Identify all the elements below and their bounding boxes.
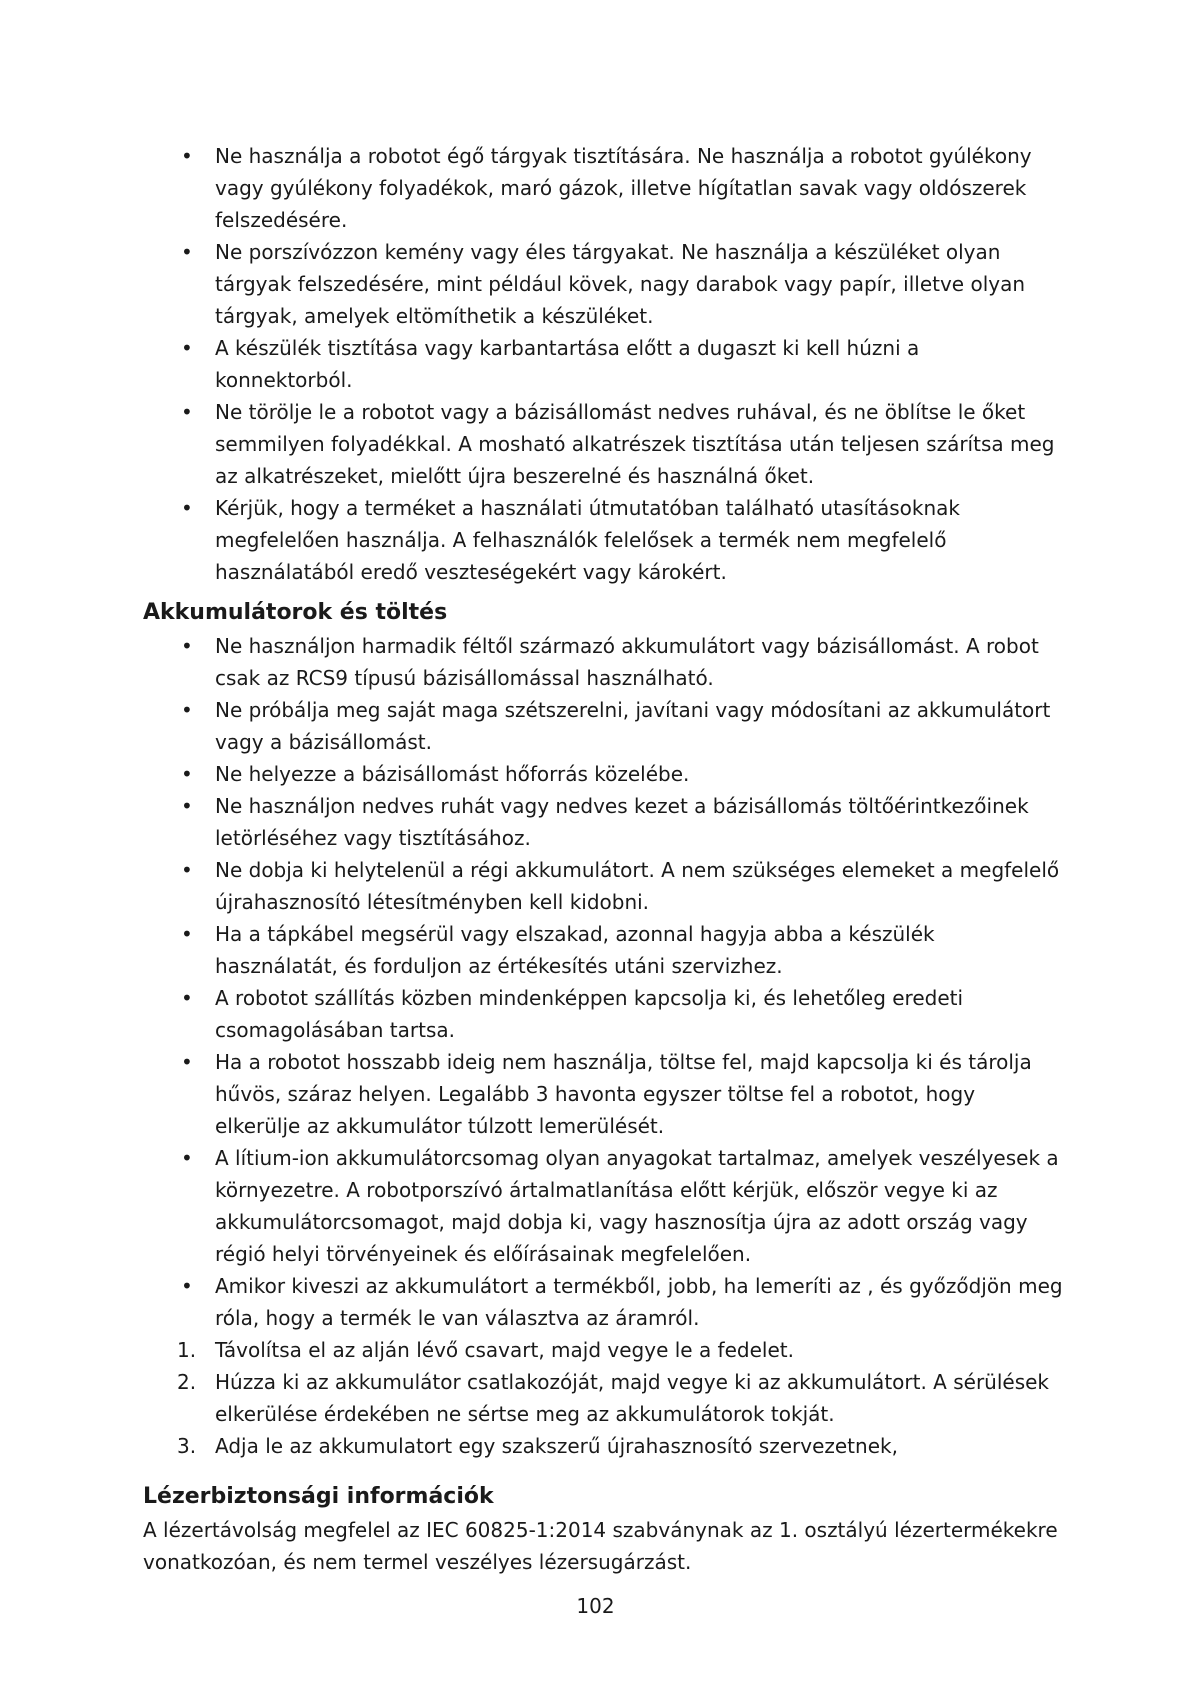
list-item-text: Ne használjon nedves ruhát vagy nedves kezet a bázisállomás töltőérintkezőinek letörléséhez vagy tisztításához. [215, 794, 1029, 850]
step-item [143, 1366, 1063, 1430]
list-item-text: A robotot szállítás közben mindenképpen kapcsolja ki, és lehetőleg eredeti csomagolásában tartsa. [215, 986, 964, 1042]
bullet-icon: • [181, 144, 193, 168]
list-item-text: Ne használja a robotot égő tárgyak tisztítására. Ne használja a robotot gyúlékony vagy gyúlékony folyadékok, maró gázok, illetve hígítatlan savak vagy oldószerek felszedésére. [215, 144, 1032, 232]
document-page [143, 140, 1063, 1578]
list-item [143, 918, 1063, 982]
step-number: 2. [177, 1370, 197, 1394]
list-item-text: Ne próbálja meg saját maga szétszerelni, javítani vagy módosítani az akkumulátort vagy a bázisállomást. [215, 698, 1051, 754]
list-item [143, 1142, 1063, 1270]
step-number: 3. [177, 1434, 197, 1458]
bullet-icon: • [181, 698, 193, 722]
list-item [143, 332, 1063, 396]
list-item-text: Ne törölje le a robotot vagy a bázisállomást nedves ruhával, és ne öblítse le őket semmilyen folyadékkal. A mosható alkatrészek tisztítása után teljesen szárítsa meg az alkatrészeket, mielőtt újra beszerelné és használná őket. [215, 400, 1055, 488]
bullet-icon: • [181, 240, 193, 264]
list-item [143, 694, 1063, 758]
list-item-text: Ne helyezze a bázisállomást hőforrás közelébe. [215, 762, 690, 786]
bullet-icon: • [181, 634, 193, 658]
step-number: 1. [177, 1338, 197, 1362]
list-item [143, 790, 1063, 854]
bullet-icon: • [181, 1274, 193, 1298]
list-item-text: Kérjük, hogy a terméket a használati útmutatóban található utasításoknak megfelelően használja. A felhasználók felelősek a termék nem megfelelő használatából eredő veszteségekért vagy károkért. [215, 496, 960, 584]
list-item [143, 1046, 1063, 1142]
bullet-icon: • [181, 794, 193, 818]
list-item-text: Ne dobja ki helytelenül a régi akkumulátort. A nem szükséges elemeket a megfelelő újrahasznosító létesítményben kell kidobni. [215, 858, 1060, 914]
bullet-icon: • [181, 922, 193, 946]
list-item [143, 236, 1063, 332]
bullet-icon: • [181, 336, 193, 360]
bullet-icon: • [181, 762, 193, 786]
bullet-icon: • [181, 1050, 193, 1074]
battery-section-heading: Akkumulátorok és töltés [143, 600, 448, 625]
list-item [143, 396, 1063, 492]
list-item [143, 854, 1063, 918]
step-text: Adja le az akkumulatort egy szakszerű újrahasznosító szervezetnek, [215, 1434, 898, 1458]
laser-section-heading: Lézerbiztonsági információk [143, 1484, 494, 1509]
list-item [143, 492, 1063, 588]
removal-steps-list [143, 1334, 1063, 1462]
list-item [143, 758, 1063, 790]
list-item [143, 982, 1063, 1046]
list-item-text: Amikor kiveszi az akkumulátort a termékből, jobb, ha lemeríti az , és győződjön meg róla, hogy a termék le van választva az áramról. [215, 1274, 1063, 1330]
step-text: Távolítsa el az alján lévő csavart, majd vegye le a fedelet. [215, 1338, 794, 1362]
list-item [143, 1270, 1063, 1334]
bullet-icon: • [181, 400, 193, 424]
bullet-icon: • [181, 1146, 193, 1170]
page-number: 102 [576, 1594, 615, 1618]
list-item [143, 140, 1063, 236]
laser-section-text: A lézertávolság megfelel az IEC 60825-1:2014 szabványnak az 1. osztályú lézertermékekre vonatkozóan, és nem termel veszélyes lézersugárzást. [143, 1518, 1058, 1574]
list-item-text: Ne porszívózzon kemény vagy éles tárgyakat. Ne használja a készüléket olyan tárgyak felszedésére, mint például kövek, nagy darabok vagy papír, illetve olyan tárgyak, amelyek eltömíthetik a készüléket. [215, 240, 1026, 328]
list-item-text: Ne használjon harmadik féltől származó akkumulátort vagy bázisállomást. A robot csak az RCS9 típusú bázisállomással használható. [215, 634, 1039, 690]
step-item [143, 1334, 1063, 1366]
list-item-text: Ha a tápkábel megsérül vagy elszakad, azonnal hagyja abba a készülék használatát, és forduljon az értékesítés utáni szervizhez. [215, 922, 935, 978]
bullet-icon: • [181, 858, 193, 882]
bullet-icon: • [181, 496, 193, 520]
list-item-text: Ha a robotot hosszabb ideig nem használja, töltse fel, majd kapcsolja ki és tárolja hűvös, száraz helyen. Legalább 3 havonta egyszer töltse fel a robotot, hogy elkerülje az akkumulátor túlzott lemerülését. [215, 1050, 1032, 1138]
battery-bullet-list [143, 630, 1063, 1334]
top-bullet-list [143, 140, 1063, 588]
step-item [143, 1430, 1063, 1462]
bullet-icon: • [181, 986, 193, 1010]
list-item-text: A lítium-ion akkumulátorcsomag olyan anyagokat tartalmaz, amelyek veszélyesek a környezetre. A robotporszívó ártalmatlanítása előtt kérjük, először vegye ki az akkumulátorcsomagot, majd dobja ki, vagy hasznosítja újra az adott ország vagy régió helyi törvényeinek és előírásainak megfelelően. [215, 1146, 1059, 1266]
list-item-text: A készülék tisztítása vagy karbantartása előtt a dugaszt ki kell húzni a konnektorból. [215, 336, 920, 392]
list-item [143, 630, 1063, 694]
step-text: Húzza ki az akkumulátor csatlakozóját, majd vegye ki az akkumulátort. A sérülések elkerülése érdekében ne sértse meg az akkumulátorok tokját. [215, 1370, 1050, 1426]
